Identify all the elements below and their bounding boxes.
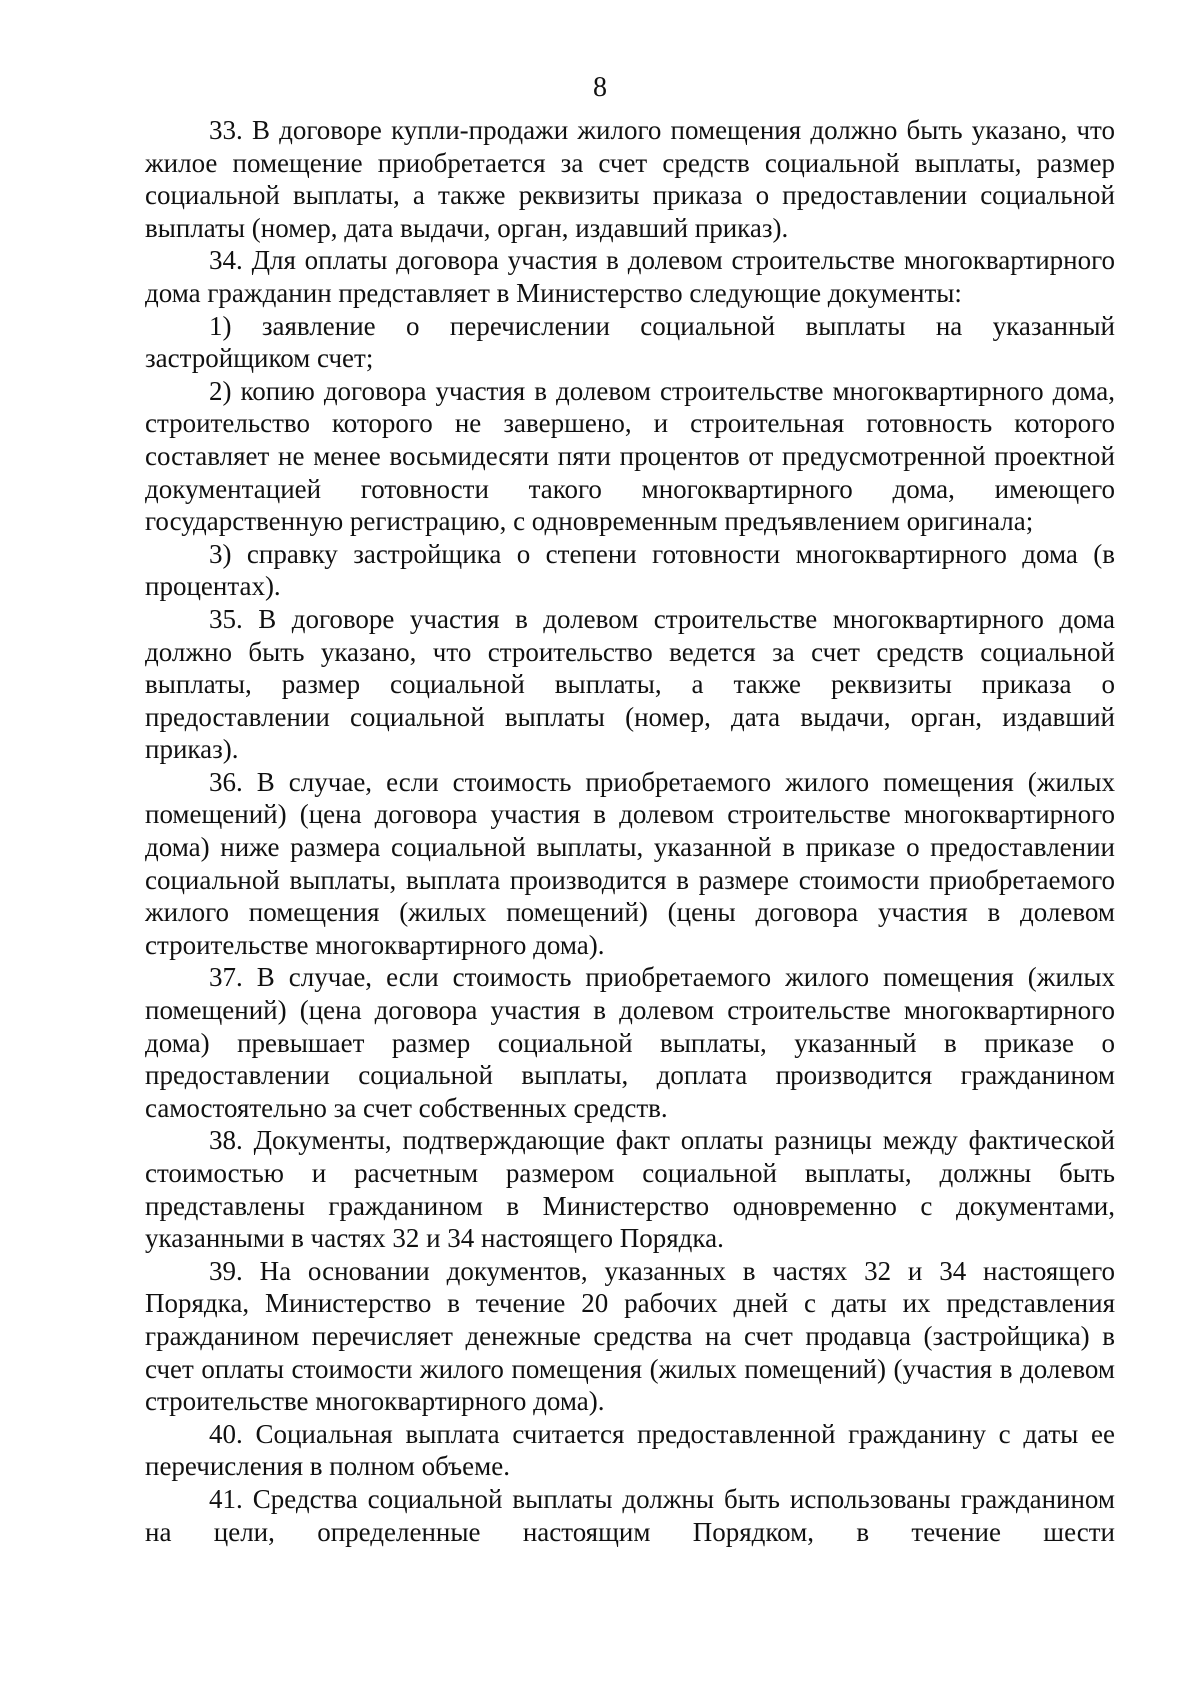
paragraph-34: 34. Для оплаты договора участия в долевом строительстве многоквартирного дома гражданин представляет в Министерство следующие документы: (145, 245, 1115, 308)
paragraph-34-item-1: 1) заявление о перечислении социальной выплаты на указанный застройщиком счет; (145, 310, 1115, 374)
paragraph-34-item-2: 2) копию договора участия в долевом строительстве многоквартирного дома, строительство которого не завершено, и строительная готовность которого составляет не менее восьмидесяти пяти процентов от предусмотренной проектной документацией готовности такого многоквартирного дома, имеющего государственную регистрацию, с одновременным предъявлением оригинала; (145, 375, 1115, 537)
paragraph-33: 33. В договоре купли-продажи жилого помещения должно быть указано, что жилое помещение приобретается за счет средств социальной выплаты, размер социальной выплаты, а также реквизиты приказа о предоставлении социальной выплаты (номер, дата выдачи, орган, издавший приказ). (145, 115, 1115, 243)
paragraph-38: 38. Документы, подтверждающие факт оплаты разницы между фактической стоимостью и расчетным размером социальной выплаты, должны быть представлены гражданином в Министерство одновременно с документами, указанными в частях 32 и 34 настоящего Порядка. (145, 1125, 1115, 1254)
paragraph-37: 37. В случае, если стоимость приобретаемого жилого помещения (жилых помещений) (цена договора участия в долевом строительстве многоквартирного дома) превышает размер социальной выплаты, указанный в приказе о предоставлении социальной выплаты, доплата производится гражданином самостоятельно за счет собственных средств. (145, 962, 1115, 1123)
document-body (145, 114, 1115, 1548)
paragraph-36: 36. В случае, если стоимость приобретаемого жилого помещения (жилых помещений) (цена договора участия в долевом строительстве многоквартирного дома) ниже размера социальной выплаты, указанной в приказе о предоставлении социальной выплаты, выплата производится в размере стоимости приобретаемого жилого помещения (жилых помещений) (цены договора участия в долевом строительстве многоквартирного дома). (145, 766, 1115, 960)
paragraph-41: 41. Средства социальной выплаты должны быть использованы гражданином на цели, определенные настоящим Порядком, в течение шести (145, 1483, 1115, 1547)
paragraph-39: 39. На основании документов, указанных в частях 32 и 34 настоящего Порядка, Министерство в течение 20 рабочих дней с даты их представления гражданином перечисляет денежные средства на счет продавца (застройщика) в счет оплаты стоимости жилого помещения (жилых помещений) (участия в долевом строительстве многоквартирного дома). (145, 1255, 1115, 1417)
page-number: 8 (593, 72, 607, 103)
paragraph-34-item-3: 3) справку застройщика о степени готовности многоквартирного дома (в процентах). (145, 538, 1115, 602)
paragraph-35: 35. В договоре участия в долевом строительстве многоквартирного дома должно быть указано, что строительство ведется за счет средств социальной выплаты, размер социальной выплаты, а также реквизиты приказа о предоставлении социальной выплаты (номер, дата выдачи, орган, издавший приказ). (145, 603, 1115, 765)
paragraph-40: 40. Социальная выплата считается предоставленной гражданину с даты ее перечисления в полном объеме. (145, 1418, 1115, 1482)
